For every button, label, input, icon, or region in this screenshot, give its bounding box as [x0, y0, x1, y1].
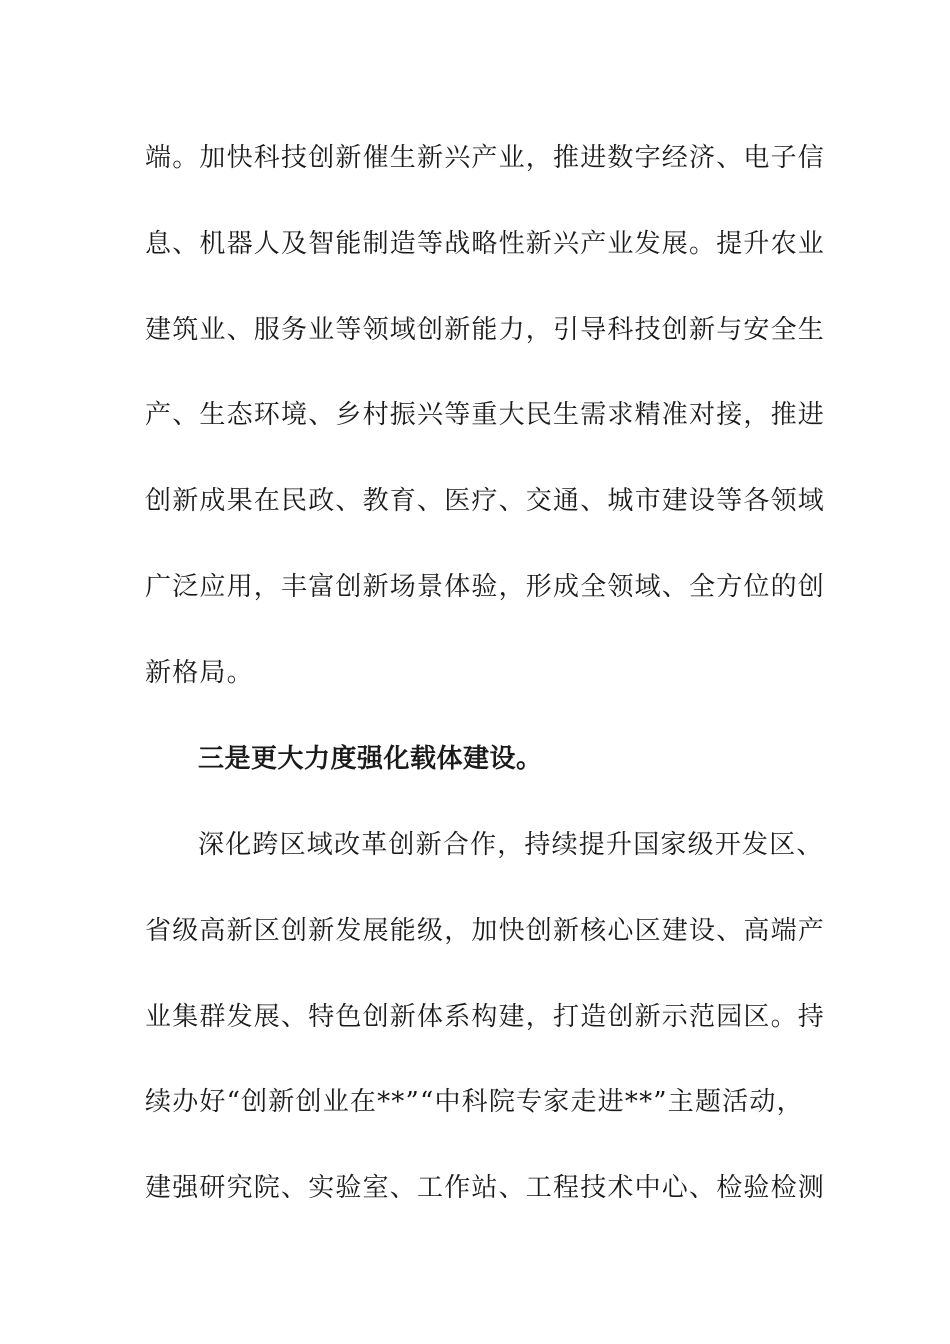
paragraph-line: 建强研究院、实验室、工作站、工程技术中心、检验检测	[145, 1173, 826, 1203]
paragraph-line: 业集群发展、特色创新体系构建，打造创新示范园区。持	[145, 1002, 826, 1032]
paragraph-line: 端。加快科技创新催生新兴产业，推进数字经济、电子信	[145, 143, 826, 173]
paragraph-line: 深化跨区域改革创新合作，持续提升国家级开发区、	[198, 830, 824, 860]
section-heading: 三是更大力度强化载体建设。	[198, 744, 543, 774]
paragraph-line: 创新成果在民政、教育、医疗、交通、城市建设等各领域	[145, 486, 826, 516]
paragraph-line: 产、生态环境、乡村振兴等重大民生需求精准对接，推进	[145, 400, 826, 430]
paragraph-line: 省级高新区创新发展能级，加快创新核心区建设、高端产	[145, 916, 826, 946]
paragraph-line: 新格局。	[145, 658, 254, 688]
paragraph-line: 建筑业、服务业等领域创新能力，引导科技创新与安全生	[145, 315, 826, 345]
paragraph-line: 续办好“创新创业在**”“中科院专家走进**”主题活动，	[145, 1087, 804, 1117]
paragraph-line: 息、机器人及智能制造等战略性新兴产业发展。提升农业	[145, 229, 826, 259]
paragraph-line: 广泛应用，丰富创新场景体验，形成全领域、全方位的创	[145, 572, 826, 602]
